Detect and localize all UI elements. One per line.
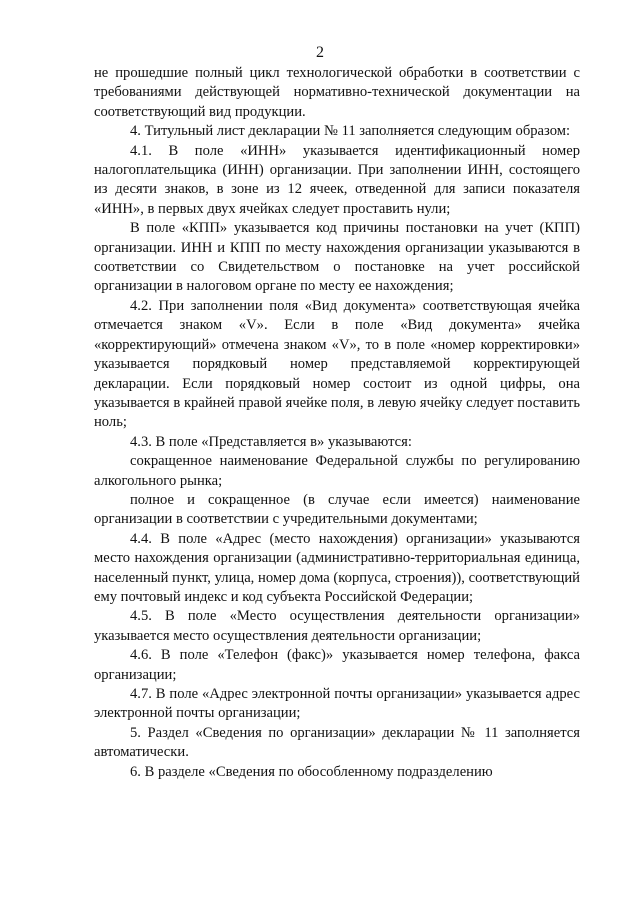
paragraph-4-6: 4.6. В поле «Телефон (факс)» указывается номер телефона, факса организации; [94, 647, 580, 683]
paragraph-5: 5. Раздел «Сведения по организации» декларации № 11 заполняется автоматически. [94, 724, 580, 761]
paragraph-4-5: 4.5. В поле «Место осуществления деятельности организации» указывается место осуществления деятельности организации; [94, 608, 580, 644]
paragraph-4-4: 4.4. В поле «Адрес (место нахождения) организации» указываются место нахождения организации (административно-территориальная единица, населенный пункт, улица, номер дома (корпуса, строения)), соответствующий ему почтовый индекс и код субъекта Российской Федерации; [94, 530, 580, 605]
paragraph-4-7: 4.7. В поле «Адрес электронной почты организации» указывается адрес электронной почты организации; [94, 686, 580, 722]
document-body [94, 64, 580, 782]
paragraph-6: 6. В разделе «Сведения по обособленному подразделению [130, 763, 493, 780]
paragraph-4-3-item-2: полное и сокращенное (в случае если имеется) наименование организации в соответствии с учредительными документами; [94, 491, 580, 528]
paragraph-4-3: 4.3. В поле «Представляется в» указываются: [130, 433, 412, 450]
paragraph-4-2: 4.2. При заполнении поля «Вид документа» соответствующая ячейка отмечается знаком «V». Если в поле «Вид документа» ячейка «корректирующий» отмечена знаком «V», то в поле «номер корректировки» указывается порядковый номер представляемой корректирующей декларации. Если порядковый номер состоит из одной цифры, она указывается в крайней правой ячейке поля, в левую ячейку следует поставить ноль; [94, 297, 580, 431]
paragraph-kpp: В поле «КПП» указывается код причины постановки на учет (КПП) организации. ИНН и КПП по месту нахождения организации указываются в соответствии со Свидетельством о постановке на учет российской организации в налоговом органе по месту ее нахождения; [94, 220, 580, 295]
paragraph-continuation: не прошедшие полный цикл технологической обработки в соответствии с требованиями действующей нормативно-технической документации на соответствующий вид продукции. [94, 65, 580, 120]
paragraph-4-3-item-1: сокращенное наименование Федеральной службы по регулированию алкогольного рынка; [94, 453, 580, 489]
paragraph-4-1: 4.1. В поле «ИНН» указывается идентификационный номер налогоплательщика (ИНН) организации. При заполнении ИНН, состоящего из десяти знаков, в зоне из 12 ячеек, отведенной для записи показателя «ИНН», в первых двух ячейках следует проставить нули; [94, 142, 580, 217]
paragraph-4: 4. Титульный лист декларации № 11 заполняется следующим образом: [130, 123, 571, 140]
page-number: 2 [316, 44, 324, 61]
